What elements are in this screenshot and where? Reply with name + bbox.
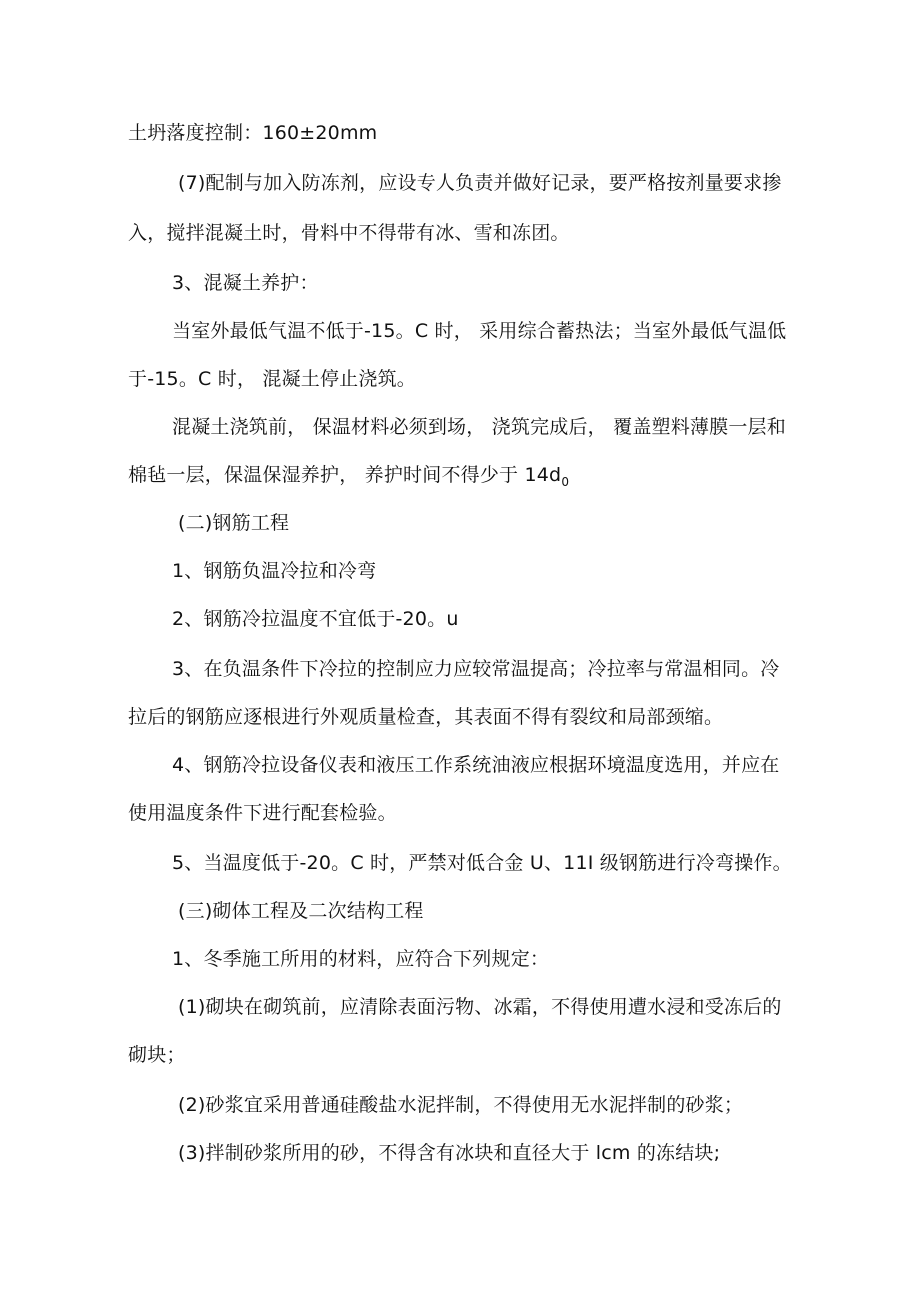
text-line: 当室外最低气温不低于-15。C 时， 采用综合蓄热法；当室外最低气温低: [172, 320, 787, 342]
text-line: 于-15。C 时， 混凝土停止浇筑。: [128, 368, 416, 390]
list-item: (1)砌块在砌筑前，应清除表面污物、冰霜，不得使用遭水浸和受冻后的: [178, 996, 782, 1018]
text-line: [128, 462, 569, 495]
text-line: 土坍落度控制：160±20mm: [128, 122, 378, 144]
list-item: 4、钢筋冷拉设备仪表和液压工作系统油液应根据环境温度选用，并应在: [172, 754, 780, 776]
text-line: 入，搅拌混凝土时，骨料中不得带有冰、雪和冻团。: [128, 222, 570, 244]
list-item: 1、钢筋负温冷拉和冷弯: [172, 560, 377, 582]
list-item: 1、冬季施工所用的材料，应符合下列规定：: [172, 948, 550, 970]
text-line: 拉后的钢筋应逐根进行外观质量检查，其表面不得有裂纹和局部颈缩。: [128, 706, 724, 728]
list-item: 3、在负温条件下冷拉的控制应力应较常温提高；冷拉率与常温相同。冷: [172, 658, 780, 680]
section-heading: (二)钢筋工程: [178, 512, 290, 534]
list-item: 5、当温度低于-20。C 时，严禁对低合金 U、11I 级钢筋进行冷弯操作。: [172, 852, 792, 874]
list-item: 2、钢筋冷拉温度不宜低于-20。u: [172, 608, 459, 630]
text-fragment: 棉毡一层，保温保湿养护， 养护时间不得少于 14d: [128, 464, 562, 486]
section-heading: (三)砌体工程及二次结构工程: [178, 900, 424, 922]
text-line: 使用温度条件下进行配套检验。: [128, 802, 397, 824]
text-line: (7)配制与加入防冻剂，应设专人负责并做好记录，要严格按剂量要求掺: [178, 172, 782, 194]
text-line: 砌块；: [128, 1044, 186, 1066]
list-item: (2)砂浆宜采用普通硅酸盐水泥拌制，不得使用无水泥拌制的砂浆；: [178, 1094, 744, 1116]
subscript: 0: [561, 475, 570, 489]
list-item: (3)拌制砂浆所用的砂，不得含有冰块和直径大于 lcm 的冻结块;: [178, 1142, 721, 1164]
section-heading: 3、混凝土养护：: [172, 272, 319, 294]
text-line: 混凝土浇筑前， 保温材料必须到场， 浇筑完成后， 覆盖塑料薄膜一层和: [172, 416, 786, 438]
